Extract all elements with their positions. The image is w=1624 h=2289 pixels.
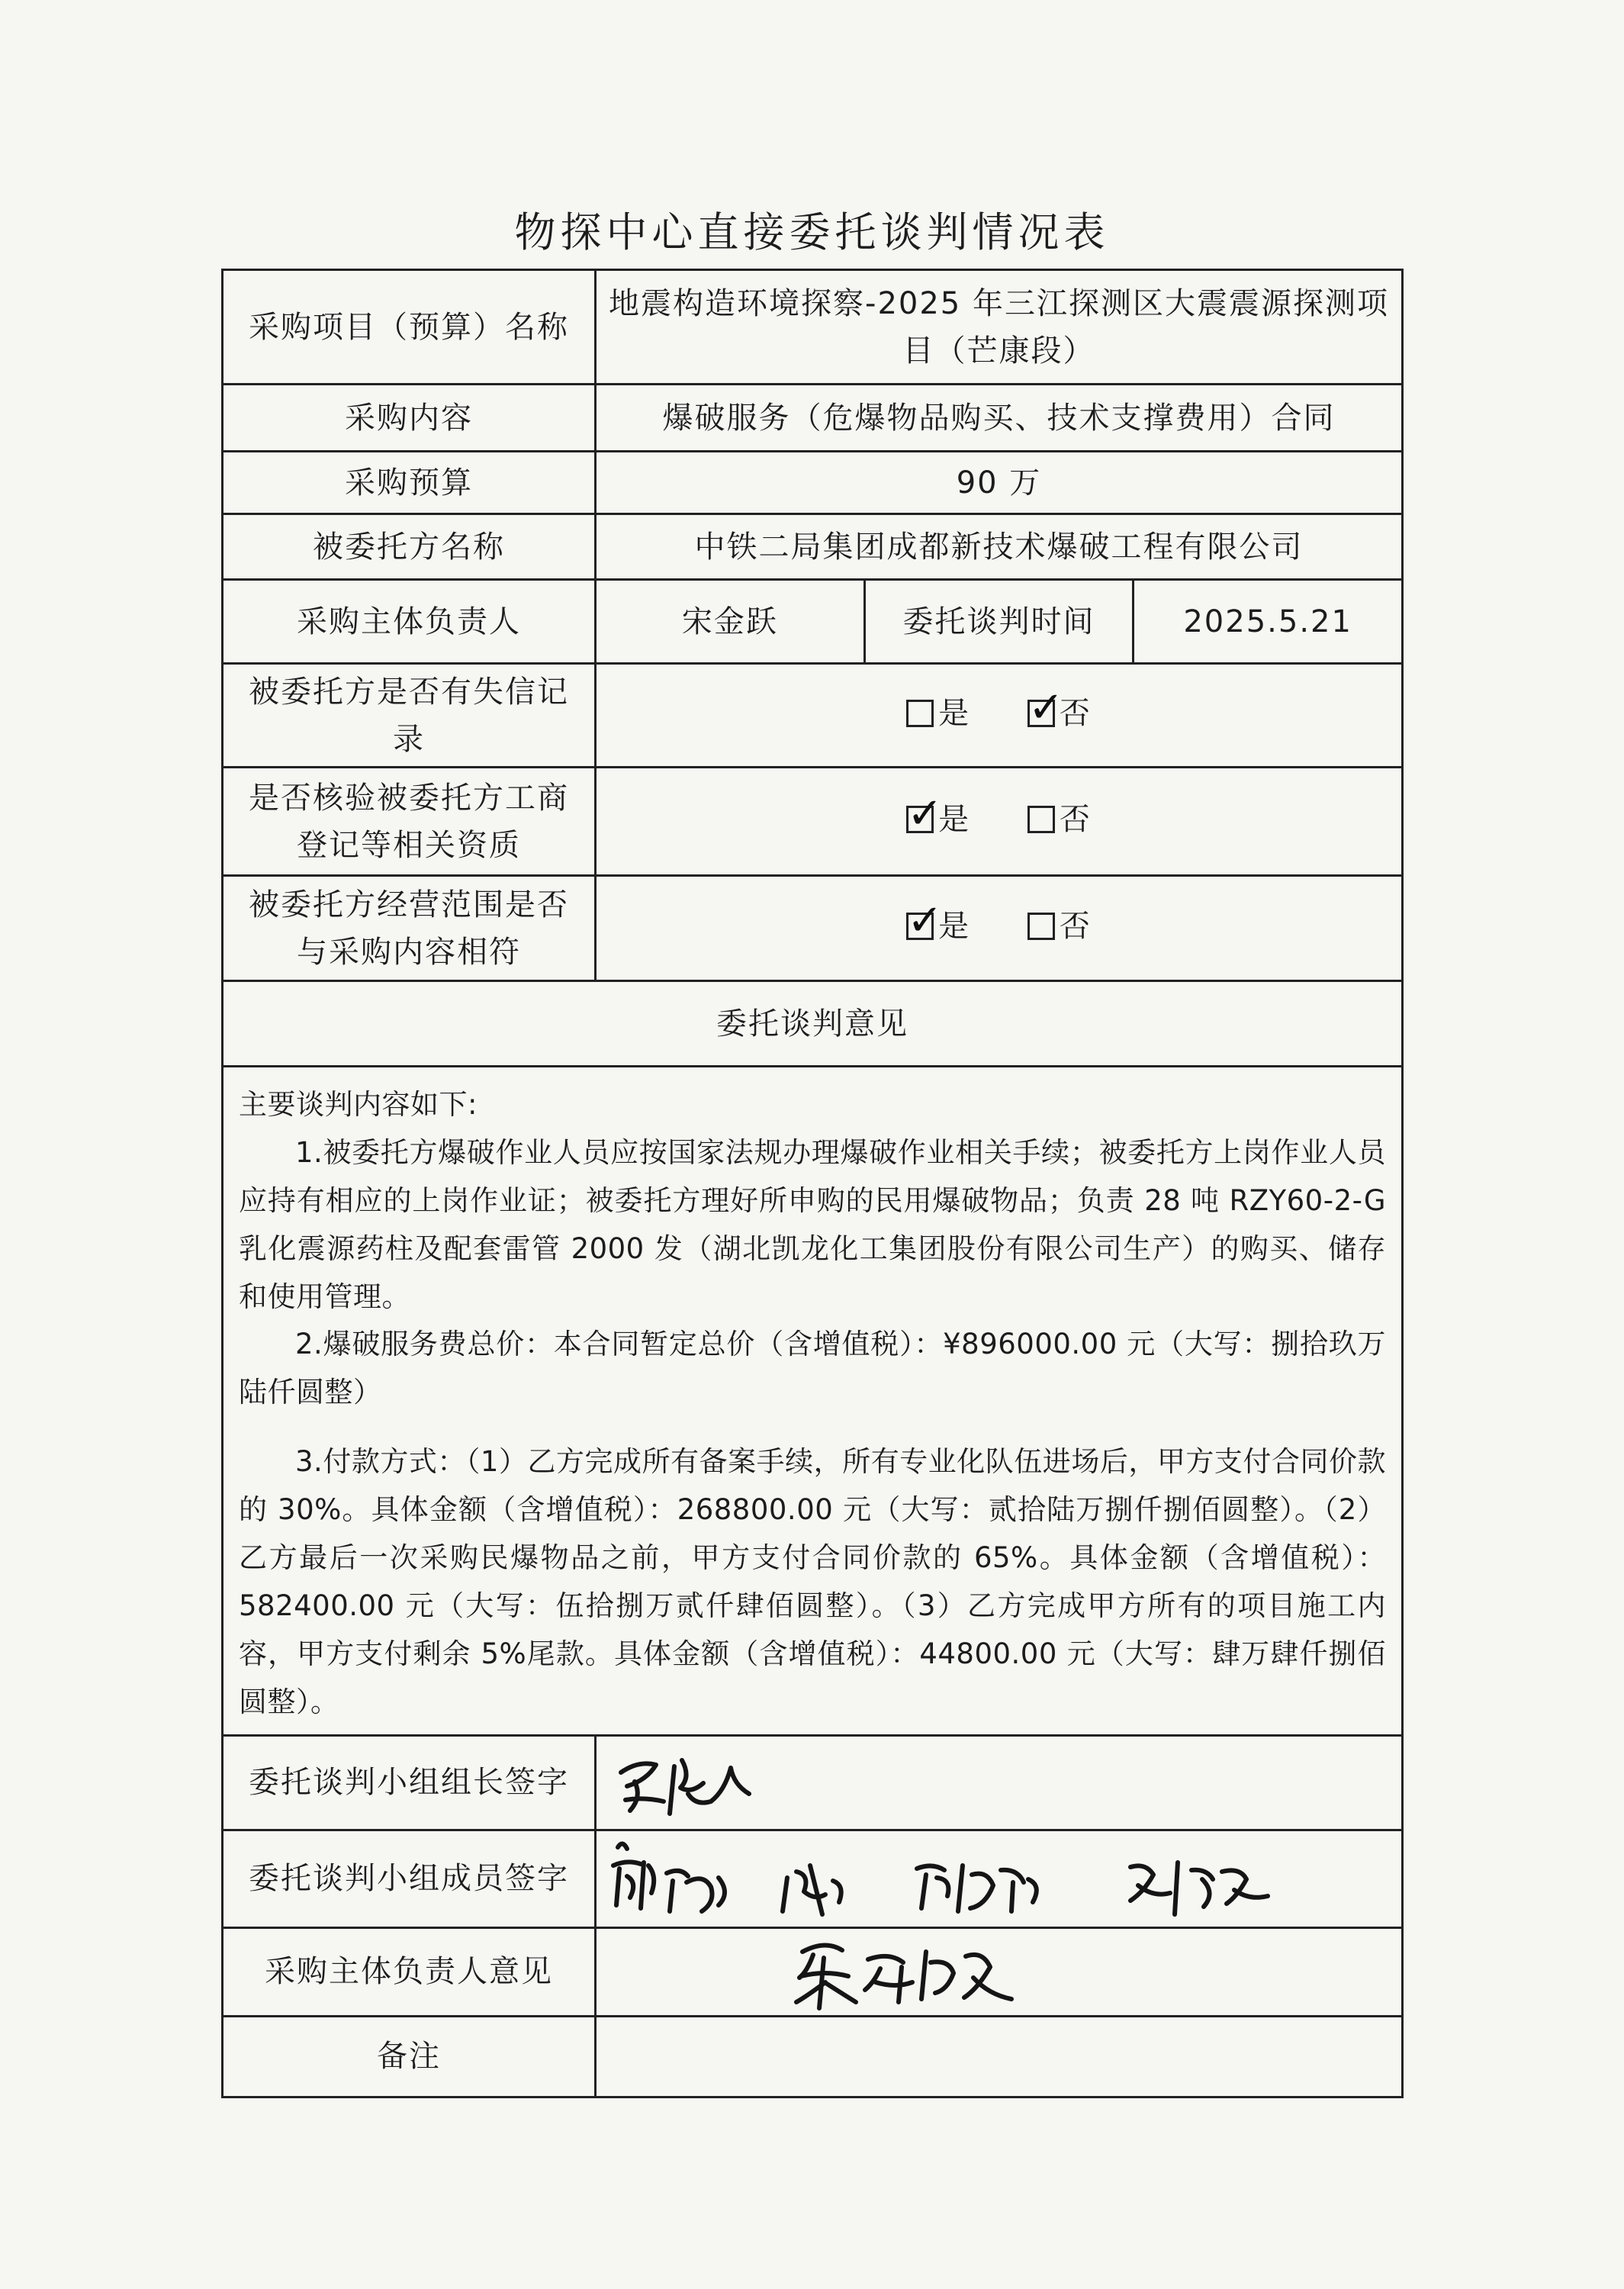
remark-label: 备注 [223, 2016, 596, 2097]
person-label: 采购主体负责人 [223, 580, 596, 664]
q3-no-option[interactable] [1027, 903, 1092, 950]
row-agent [223, 514, 1403, 580]
row-remark [223, 2016, 1403, 2097]
row-opinion-body [223, 1067, 1403, 1736]
time-label: 委托谈判时间 [864, 580, 1134, 664]
q1-no-option[interactable] [1027, 683, 1092, 737]
content-value: 爆破服务（危爆物品购买、技术支撑费用）合同 [596, 385, 1403, 452]
row-project [223, 270, 1403, 385]
agent-label: 被委托方名称 [223, 514, 596, 580]
q2-yes-label: 是 [938, 802, 971, 837]
row-scope-match [223, 876, 1403, 981]
row-head-opinion [223, 1927, 1403, 2016]
time-value: 2025.5.21 [1134, 580, 1403, 664]
q3-yes-label: 是 [938, 909, 971, 944]
q1-yes-label: 是 [938, 696, 971, 731]
row-person [223, 580, 1403, 664]
person-value: 宋金跃 [596, 580, 865, 664]
budget-value: 90 万 [596, 452, 1403, 514]
row-members-signature [223, 1830, 1403, 1927]
check-mark-icon: ✓ [907, 896, 945, 945]
q1-yes-option[interactable] [906, 690, 970, 737]
q2-no-option[interactable] [1027, 796, 1092, 843]
leader-signature-image [597, 1737, 1424, 1827]
row-budget [223, 452, 1403, 514]
opinion-item-2: 2.爆破服务费总价：本合同暂定总价（含增值税）：¥896000.00 元（大写：捌拾玖万陆仟圆整） [239, 1328, 1386, 1409]
budget-label: 采购预算 [223, 452, 596, 514]
row-leader-signature [223, 1735, 1403, 1830]
leader-sign-label: 委托谈判小组组长签字 [223, 1735, 596, 1830]
project-value: 地震构造环境探察-2025 年三江探测区大震震源探测项目（芒康段） [596, 270, 1403, 385]
q1-no-checkbox[interactable] [1027, 683, 1066, 732]
members-sign-label: 委托谈判小组成员签字 [223, 1830, 596, 1927]
head-opinion-field[interactable] [596, 1927, 1403, 2016]
row-qualification-check [223, 768, 1403, 876]
q2-options [596, 768, 1403, 876]
q1-label: 被委托方是否有失信记录 [223, 664, 596, 768]
q2-no-checkbox[interactable] [1027, 806, 1055, 833]
remark-field[interactable] [596, 2016, 1403, 2097]
q1-no-label: 否 [1059, 696, 1092, 731]
q3-no-label: 否 [1059, 909, 1092, 944]
q3-label: 被委托方经营范围是否与采购内容相符 [223, 876, 596, 981]
agent-value: 中铁二局集团成都新技术爆破工程有限公司 [596, 514, 1403, 580]
q3-yes-checkbox[interactable] [906, 896, 945, 945]
head-signature-image [597, 1929, 1424, 2014]
negotiation-form-table [221, 269, 1404, 2098]
project-label: 采购项目（预算）名称 [223, 270, 596, 385]
row-credit-record [223, 664, 1403, 768]
q1-options [596, 664, 1403, 768]
opinion-item-3: 3.付款方式：（1）乙方完成所有备案手续，所有专业化队伍进场后，甲方支付合同价款的 30%。具体金额（含增值税）：268800.00 元（大写：贰拾陆万捌仟捌佰圆整）。（2）乙方最后一次采购民爆物品之前，甲方支付合同价款的 65%。具体金额（含增值税）：582400.00 元（大写：伍拾捌万贰仟肆佰圆整）。（3）乙方完成甲方所有的项目施工内容，甲方支付剩余 5%尾款。具体金额（含增值税）：44800.00 元（大写：肆万肆仟捌佰圆整）。 [239, 1445, 1386, 1718]
row-content [223, 385, 1403, 452]
row-opinion-header [223, 981, 1403, 1067]
opinion-intro: 主要谈判内容如下: [239, 1088, 478, 1121]
members-signature-image [597, 1832, 1424, 1925]
opinion-body [223, 1067, 1403, 1736]
head-opinion-label: 采购主体负责人意见 [223, 1927, 596, 2016]
q2-yes-checkbox[interactable] [906, 789, 945, 839]
q1-yes-checkbox[interactable] [906, 700, 934, 727]
q3-no-checkbox[interactable] [1027, 913, 1055, 940]
opinion-header: 委托谈判意见 [223, 981, 1403, 1067]
members-signature-field[interactable] [596, 1830, 1403, 1927]
q3-options [596, 876, 1403, 981]
leader-signature-field[interactable] [596, 1735, 1403, 1830]
q2-label: 是否核验被委托方工商登记等相关资质 [223, 768, 596, 876]
check-mark-icon: ✓ [907, 789, 945, 839]
opinion-item-1: 1.被委托方爆破作业人员应按国家法规办理爆破作业相关手续；被委托方上岗作业人员应持有相应的上岗作业证；被委托方理好所申购的民用爆破物品；负责 28 吨 RZY60-2-G 乳化震源药柱及配套雷管 2000 发（湖北凯龙化工集团股份有限公司生产）的购买、储存和使用管理。 [239, 1135, 1386, 1313]
check-mark-icon: ✓ [1027, 683, 1066, 732]
q2-yes-option[interactable] [906, 789, 971, 843]
content-label: 采购内容 [223, 385, 596, 452]
document-title: 物探中心直接委托谈判情况表 [514, 208, 1110, 256]
q2-no-label: 否 [1059, 802, 1092, 837]
q3-yes-option[interactable] [906, 896, 971, 950]
